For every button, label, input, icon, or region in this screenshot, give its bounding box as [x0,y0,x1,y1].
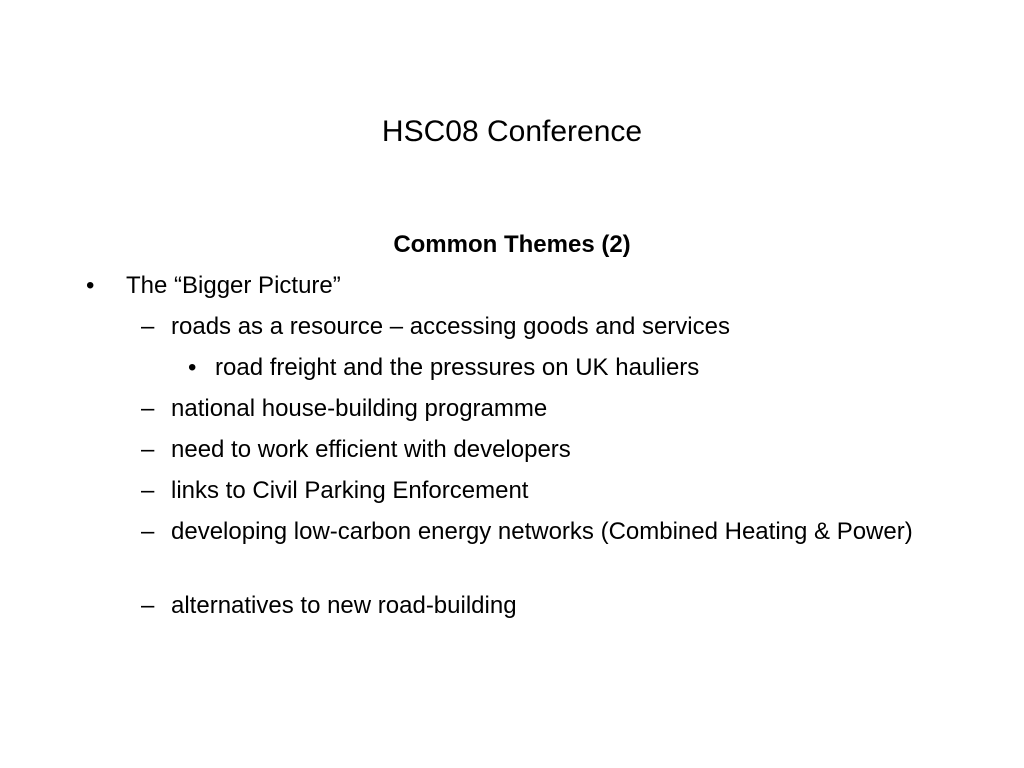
sub-sub-bullet-item: road freight and the pressures on UK hauliers [215,354,700,381]
sub-bullet-item: alternatives to new road-building [171,592,517,619]
slide-subtitle: Common Themes (2) [393,231,631,258]
sub-bullet-marker: – [141,313,155,340]
sub-bullet-marker: – [141,592,155,619]
sub-bullet-marker: – [141,477,155,504]
sub-bullet-item: roads as a resource – accessing goods and services [171,313,730,340]
sub-bullet-item: need to work efficient with developers [171,436,571,463]
sub-bullet-marker: – [141,518,155,545]
bullet-item: The “Bigger Picture” [126,272,341,299]
sub-bullet-marker: – [141,395,155,422]
slide-title: HSC08 Conference [381,115,643,148]
sub-sub-bullet-marker: • [188,354,197,381]
sub-bullet-marker: – [141,436,155,463]
sub-bullet-item: national house-building programme [171,395,548,422]
bullet-marker: • [86,272,95,299]
sub-bullet-item: developing low-carbon energy networks (Combined Heating & Power) [171,518,913,545]
sub-bullet-item: links to Civil Parking Enforcement [171,477,529,504]
